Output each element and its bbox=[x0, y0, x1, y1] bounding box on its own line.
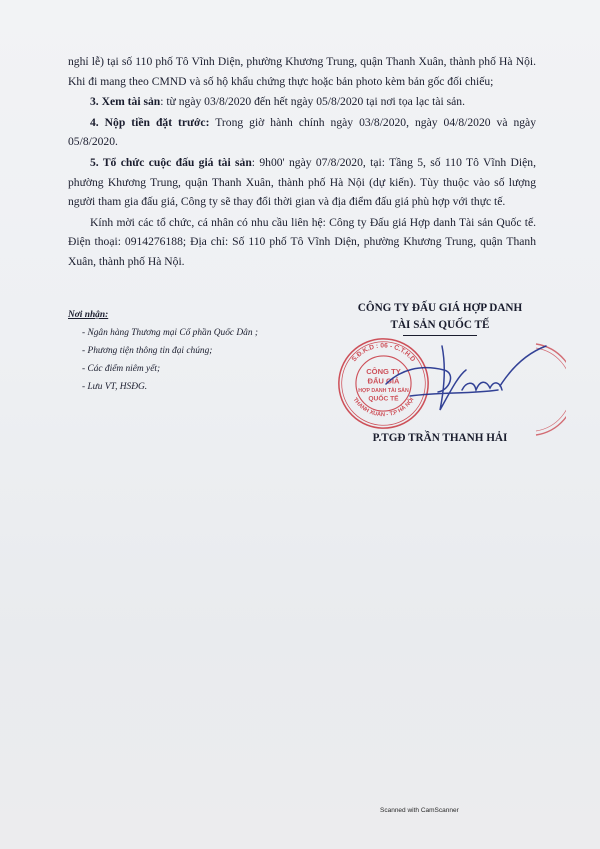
recipients-block bbox=[68, 306, 318, 396]
seal-line1: CÔNG TY bbox=[366, 367, 401, 376]
seal-line4: QUỐC TẾ bbox=[368, 395, 399, 403]
recipient-item: - Các điểm niêm yết; bbox=[82, 364, 161, 374]
seal-line3: HỢP DANH TÀI SẢN bbox=[358, 388, 409, 395]
signer-org-line2: TÀI SẢN QUỐC TẾ bbox=[391, 317, 490, 334]
paragraph-auction: 5. Tổ chức cuộc đấu giá tài sản: 9h00' ngày 07/8/2020, tại: Tầng 5, số 110 Tô Vĩnh Diện, phường Khương Trung, quận Thanh Xuân, thành phố Hà Nội (dự kiến). Tùy thuộc vào số lượng người tham gia đấu giá, Công ty sẽ thay đổi thời gian và địa điểm đấu giá phù hợp với thực tế. bbox=[68, 156, 536, 209]
scanner-footer: Scanned with CamScanner bbox=[380, 807, 459, 814]
handwritten-signature-icon bbox=[380, 340, 550, 420]
recipient-item: - Ngân hàng Thương mại Cổ phần Quốc Dân ; bbox=[82, 328, 259, 338]
paragraph-registration: nghỉ lễ) tại số 110 phố Tô Vĩnh Diện, phường Khương Trung, quận Thanh Xuân, thành phố Hà Nội. Khi đi mang theo CMND và số hộ khẩu chứng thực hoặc bản photo kèm bản gốc đối chiếu; bbox=[68, 55, 536, 88]
seal-line2: ĐẤU GIÁ bbox=[367, 376, 400, 386]
seal-ring-top: S.Đ.K.D : 06 - C.T.H.D bbox=[350, 342, 417, 364]
paragraph-view-asset: 3. Xem tài sản: từ ngày 03/8/2020 đến hết ngày 05/8/2020 tại nơi tọa lạc tài sản. bbox=[90, 95, 465, 109]
recipients-header: Nơi nhận: bbox=[68, 310, 109, 320]
recipient-item: - Phương tiện thông tin đại chúng; bbox=[82, 346, 213, 356]
paragraph-contact: Kính mời các tổ chức, cá nhân có nhu cầu liên hệ: Công ty Đấu giá Hợp danh Tài sản Quốc tế. Điện thoại: 0914276188; Địa chỉ: Số 110 phố Tô Vĩnh Diện, phường Khương Trung, quận Thanh Xuân, thành phố Hà Nội. bbox=[68, 215, 536, 268]
seal-ring-bottom: THANH XUÂN - T.P HÀ NỘI bbox=[351, 396, 416, 419]
paragraph-deposit: 4. Nộp tiền đặt trước: Trong giờ hành chính ngày 03/8/2020, ngày 04/8/2020 và ngày 05/8/2020. bbox=[68, 115, 537, 149]
document-body bbox=[68, 52, 536, 272]
recipient-item: - Lưu VT, HSĐG. bbox=[82, 382, 148, 392]
signer-org-line1: CÔNG TY ĐẤU GIÁ HỢP DANH bbox=[357, 302, 523, 314]
signer-name: P.TGĐ TRẦN THANH HẢI bbox=[372, 432, 508, 444]
signer-block bbox=[315, 300, 565, 334]
